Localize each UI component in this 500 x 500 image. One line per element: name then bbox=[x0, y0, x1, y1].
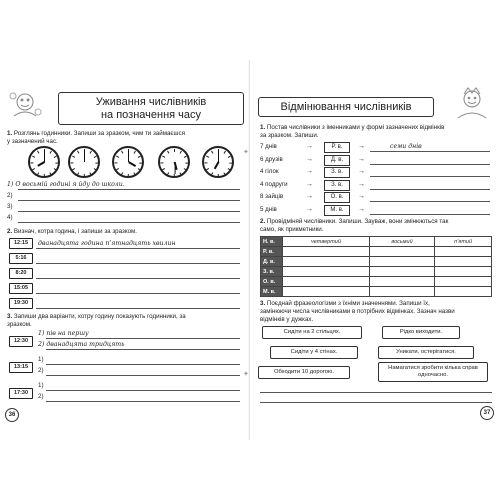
decorative-star-icon: ✦ bbox=[243, 149, 249, 156]
writing-line[interactable] bbox=[370, 151, 490, 152]
time-box: 17:30 bbox=[9, 388, 33, 399]
table-row bbox=[261, 267, 492, 277]
table-row bbox=[261, 247, 492, 257]
arrow-icon: → bbox=[358, 168, 365, 175]
page-number: 37 bbox=[480, 406, 494, 420]
clock-tick bbox=[54, 156, 57, 158]
page-title-line1: Уживання числівників bbox=[95, 96, 207, 108]
answer-cell[interactable] bbox=[369, 257, 434, 267]
case-cell: Н. в. bbox=[261, 237, 283, 247]
hour-hand bbox=[37, 161, 45, 166]
clock-tick bbox=[228, 156, 231, 158]
table-header-row bbox=[261, 237, 492, 247]
variant-label: 2) bbox=[38, 393, 44, 400]
arrow-icon: → bbox=[358, 155, 365, 163]
case-box: Д. в. bbox=[324, 155, 350, 166]
exercise-1-text bbox=[7, 130, 185, 138]
variant-label: 2) bbox=[38, 341, 45, 348]
writing-line[interactable] bbox=[36, 248, 240, 249]
clock-face-icon bbox=[202, 146, 234, 178]
arrow-icon: → bbox=[306, 143, 313, 150]
exercise-1-text bbox=[260, 124, 444, 132]
clock-tick bbox=[90, 151, 92, 154]
arrow-icon: → bbox=[358, 205, 365, 213]
writing-line[interactable] bbox=[370, 189, 490, 190]
clock-tick bbox=[224, 151, 226, 154]
clock-tick bbox=[77, 172, 79, 175]
clock-face-icon bbox=[28, 146, 60, 178]
answer-cell[interactable] bbox=[435, 257, 492, 267]
writing-line[interactable] bbox=[36, 308, 240, 309]
hour-hand bbox=[128, 161, 136, 166]
clock-tick bbox=[224, 172, 226, 175]
case-box: О. в. bbox=[324, 192, 350, 203]
answer-cell[interactable] bbox=[435, 247, 492, 257]
exercise-instruction: Розглянь годинники. Запиши за зразком, чим ти займаєшся bbox=[13, 130, 185, 137]
exercise-number: 2. bbox=[260, 218, 266, 225]
exercise-2-text bbox=[260, 218, 448, 226]
clock-tick bbox=[167, 151, 169, 154]
answer-cell[interactable] bbox=[369, 247, 434, 257]
writing-line[interactable] bbox=[18, 211, 240, 212]
column-header: восьмий bbox=[369, 237, 434, 247]
time-box: 12:30 bbox=[9, 336, 33, 347]
phrase-card[interactable]: Обходити 10 дорогою. bbox=[258, 366, 350, 379]
meaning-card[interactable]: Уникати, остерігатися. bbox=[378, 346, 474, 359]
clock-tick bbox=[211, 172, 213, 175]
exercise-instruction: Постав числівники з іменниками у формі зазначених відмінків bbox=[266, 124, 445, 131]
clock-tick bbox=[70, 163, 73, 164]
number-noun: 8 зайців bbox=[260, 193, 284, 200]
clock-tick bbox=[37, 172, 39, 175]
variant-2 bbox=[38, 341, 125, 349]
answer-label: 2) bbox=[7, 192, 13, 199]
table-row bbox=[261, 277, 492, 287]
time-box: 19:30 bbox=[9, 298, 33, 309]
answer-cell[interactable] bbox=[283, 247, 370, 257]
case-cell: Д. в. bbox=[261, 257, 283, 267]
clock-tick bbox=[54, 168, 57, 170]
clock-tick bbox=[134, 172, 136, 175]
clock-tick bbox=[50, 151, 52, 154]
exercise-2-text-cont: само, як прикметники. bbox=[260, 226, 324, 233]
exercise-3-text-cont: відмінків у дужках. bbox=[260, 316, 314, 323]
clock-face-icon bbox=[112, 146, 144, 178]
meaning-card[interactable]: Намагатися зробити кілька справ одночасно. bbox=[378, 362, 488, 382]
exercise-1-text-cont: за зразком. Запиши. bbox=[260, 132, 319, 139]
writing-line[interactable] bbox=[18, 189, 240, 190]
case-box: З. в. bbox=[324, 167, 350, 178]
case-box: Р. в. bbox=[324, 142, 350, 153]
answer-label: 1) bbox=[7, 181, 14, 188]
clock-tick bbox=[90, 172, 92, 175]
clock-tick bbox=[55, 163, 58, 164]
writing-line[interactable] bbox=[46, 338, 240, 339]
arrow-icon: → bbox=[358, 193, 365, 200]
decorative-figure-left bbox=[6, 86, 44, 124]
number-noun: 5 днів bbox=[260, 205, 277, 213]
table-row bbox=[261, 257, 492, 267]
clock-tick bbox=[184, 156, 187, 158]
answer-cell[interactable] bbox=[435, 267, 492, 277]
arrow-icon: → bbox=[306, 193, 313, 200]
answer-label: 3) bbox=[7, 203, 13, 210]
minute-hand bbox=[218, 150, 219, 162]
time-box: 8:20 bbox=[9, 268, 33, 279]
clock-tick bbox=[116, 156, 119, 158]
exercise-instruction: Провідміняй числівники. Запиши. Зауваж, вони змінюються так bbox=[266, 218, 449, 225]
exercise-3-text-cont: зразком. bbox=[7, 321, 32, 328]
page-number: 36 bbox=[5, 408, 19, 422]
exercise-instruction: Запиши два варіанти, котру годину показують годинники, за bbox=[13, 313, 186, 320]
clock-tick bbox=[44, 174, 45, 177]
clock-tick bbox=[114, 163, 117, 164]
exercise-number: 1. bbox=[7, 130, 13, 137]
case-cell: З. в. bbox=[261, 267, 283, 277]
clock-face-icon bbox=[158, 146, 190, 178]
arrow-icon: → bbox=[358, 143, 365, 150]
answer-text: О восьмій годині я йду до школи. bbox=[15, 181, 125, 188]
arrow-icon: → bbox=[306, 168, 313, 175]
exercise-number: 3. bbox=[7, 313, 13, 320]
writing-line[interactable] bbox=[46, 349, 240, 350]
writing-line[interactable] bbox=[46, 364, 240, 365]
clock-tick bbox=[229, 163, 232, 164]
case-cell: Р. в. bbox=[261, 247, 283, 257]
variant-1 bbox=[38, 330, 89, 338]
writing-line[interactable] bbox=[370, 164, 490, 165]
clock-tick bbox=[77, 151, 79, 154]
clock-tick bbox=[138, 168, 141, 170]
number-noun: 4 подруги bbox=[260, 180, 288, 188]
writing-line[interactable] bbox=[18, 222, 240, 223]
clock-tick bbox=[160, 163, 163, 164]
exercise-3-text bbox=[260, 300, 430, 308]
answer-cell[interactable] bbox=[283, 277, 370, 287]
answer-cell[interactable] bbox=[435, 287, 492, 297]
clock-tick bbox=[180, 172, 182, 175]
declension-table bbox=[260, 236, 492, 297]
phrase-card[interactable]: Сидіти у 4 стінах. bbox=[270, 346, 358, 359]
clock-face-icon bbox=[68, 146, 100, 178]
answer-cell[interactable] bbox=[369, 267, 434, 277]
clock-tick bbox=[30, 163, 33, 164]
answer-cell[interactable] bbox=[369, 287, 434, 297]
answer-cell[interactable] bbox=[283, 257, 370, 267]
clock-tick bbox=[121, 172, 123, 175]
meaning-card[interactable]: Рідко виходити. bbox=[382, 326, 460, 339]
column-header: четвертий bbox=[283, 237, 370, 247]
time-box: 15:05 bbox=[9, 283, 33, 294]
number-noun: 4 гілок bbox=[260, 168, 279, 175]
right-page bbox=[250, 0, 500, 500]
clock-tick bbox=[32, 168, 35, 170]
page-title: Відмінювання числівників bbox=[258, 97, 434, 117]
writing-line[interactable] bbox=[46, 375, 240, 376]
clock-tick bbox=[167, 172, 169, 175]
writing-line[interactable] bbox=[370, 214, 490, 215]
exercise-3-text-cont: замінюючи числа числівниками в потрібних відмінках. Зазнач назви bbox=[260, 308, 455, 315]
arrow-icon: → bbox=[358, 180, 365, 188]
answer-cell[interactable] bbox=[283, 267, 370, 277]
minute-hand bbox=[128, 150, 129, 162]
clock-tick bbox=[50, 172, 52, 175]
variant-label: 1) bbox=[38, 382, 44, 389]
case-box: З. в. bbox=[324, 180, 350, 191]
time-box: 12:15 bbox=[9, 238, 33, 249]
clock-tick bbox=[185, 163, 188, 164]
page-title-line2: на позначення часу bbox=[100, 109, 202, 121]
writing-line[interactable] bbox=[370, 201, 490, 202]
writing-line[interactable] bbox=[46, 401, 240, 402]
time-box: 13:15 bbox=[9, 362, 33, 373]
exercise-3-text bbox=[7, 313, 186, 321]
case-cell: О. в. bbox=[261, 277, 283, 287]
clock-tick bbox=[72, 156, 75, 158]
answer-cell[interactable] bbox=[435, 277, 492, 287]
writing-line[interactable] bbox=[260, 402, 492, 403]
clock-tick bbox=[121, 151, 123, 154]
page-title bbox=[58, 92, 244, 125]
clock-tick bbox=[174, 149, 175, 152]
decorative-star-icon: ✦ bbox=[243, 371, 249, 378]
clock-tick bbox=[94, 156, 97, 158]
writing-line[interactable] bbox=[18, 200, 240, 201]
column-header: п’ятий bbox=[435, 237, 492, 247]
variant-label: 1) bbox=[38, 356, 44, 363]
writing-line[interactable] bbox=[36, 278, 240, 279]
clock-tick bbox=[116, 168, 119, 170]
clock-tick bbox=[128, 174, 129, 177]
clock-tick bbox=[72, 168, 75, 170]
clock-tick bbox=[204, 163, 207, 164]
arrow-icon: → bbox=[306, 155, 313, 163]
hour-hand bbox=[214, 162, 219, 170]
phrase-card[interactable]: Сидіти на 2 стільцях. bbox=[262, 326, 362, 339]
clock-tick bbox=[211, 151, 213, 154]
minute-hand bbox=[44, 150, 45, 162]
clock-tick bbox=[206, 168, 209, 170]
clock-tick bbox=[184, 168, 187, 170]
clock-tick bbox=[37, 151, 39, 154]
clock-tick bbox=[95, 163, 98, 164]
case-cell: М. в. bbox=[261, 287, 283, 297]
writing-line[interactable] bbox=[36, 293, 240, 294]
clock-tick bbox=[206, 156, 209, 158]
variant-text: дванадцята тридцять bbox=[46, 341, 125, 348]
arrow-icon: → bbox=[306, 205, 313, 213]
clock-tick bbox=[134, 151, 136, 154]
time-answer: дванадцята година п’ятнадцять хвилин bbox=[38, 240, 176, 247]
clock-tick bbox=[174, 174, 175, 177]
variant-label: 1) bbox=[38, 330, 45, 337]
writing-line[interactable] bbox=[46, 390, 240, 391]
number-noun: 6 друзів bbox=[260, 155, 283, 163]
writing-line[interactable] bbox=[370, 176, 490, 177]
number-noun: 7 днів bbox=[260, 143, 277, 150]
exercise-instruction: Визнач, котра година, і запиши за зразком. bbox=[13, 228, 138, 235]
clock-tick bbox=[84, 174, 85, 177]
clock-tick bbox=[162, 168, 165, 170]
clock-tick bbox=[138, 156, 141, 158]
clock-tick bbox=[32, 156, 35, 158]
exercise-instruction: Поєднай фразеологізми з їхніми значеннями. Запиши їх, bbox=[266, 300, 430, 307]
variant-label: 2) bbox=[38, 367, 44, 374]
decorative-figure-right bbox=[450, 84, 494, 124]
exercise-number: 3. bbox=[260, 300, 266, 307]
answer-cell[interactable] bbox=[283, 287, 370, 297]
minute-hand bbox=[84, 150, 85, 162]
clock-tick bbox=[162, 156, 165, 158]
answer-cell[interactable] bbox=[369, 277, 434, 287]
variant-text: пів на першу bbox=[46, 330, 89, 337]
clock-tick bbox=[228, 168, 231, 170]
arrow-icon: → bbox=[306, 180, 313, 188]
case-answer: семи днів bbox=[390, 143, 422, 150]
answer-label: 4) bbox=[7, 214, 13, 221]
exercise-number: 2. bbox=[7, 228, 13, 235]
writing-line[interactable] bbox=[36, 263, 240, 264]
clock-tick bbox=[94, 168, 97, 170]
case-box: М. в. bbox=[324, 205, 350, 216]
time-box: 5:16 bbox=[9, 253, 33, 264]
writing-line[interactable] bbox=[260, 392, 492, 393]
table-row bbox=[261, 287, 492, 297]
clock-tick bbox=[180, 151, 182, 154]
exercise-1-text-cont: у зазначений час. bbox=[7, 138, 58, 145]
clock-tick bbox=[139, 163, 142, 164]
exercise-2-text bbox=[7, 228, 137, 236]
minute-hand bbox=[174, 162, 175, 174]
clock-tick bbox=[218, 174, 219, 177]
exercise-number: 1. bbox=[260, 124, 266, 131]
answer-line-1 bbox=[7, 181, 125, 189]
